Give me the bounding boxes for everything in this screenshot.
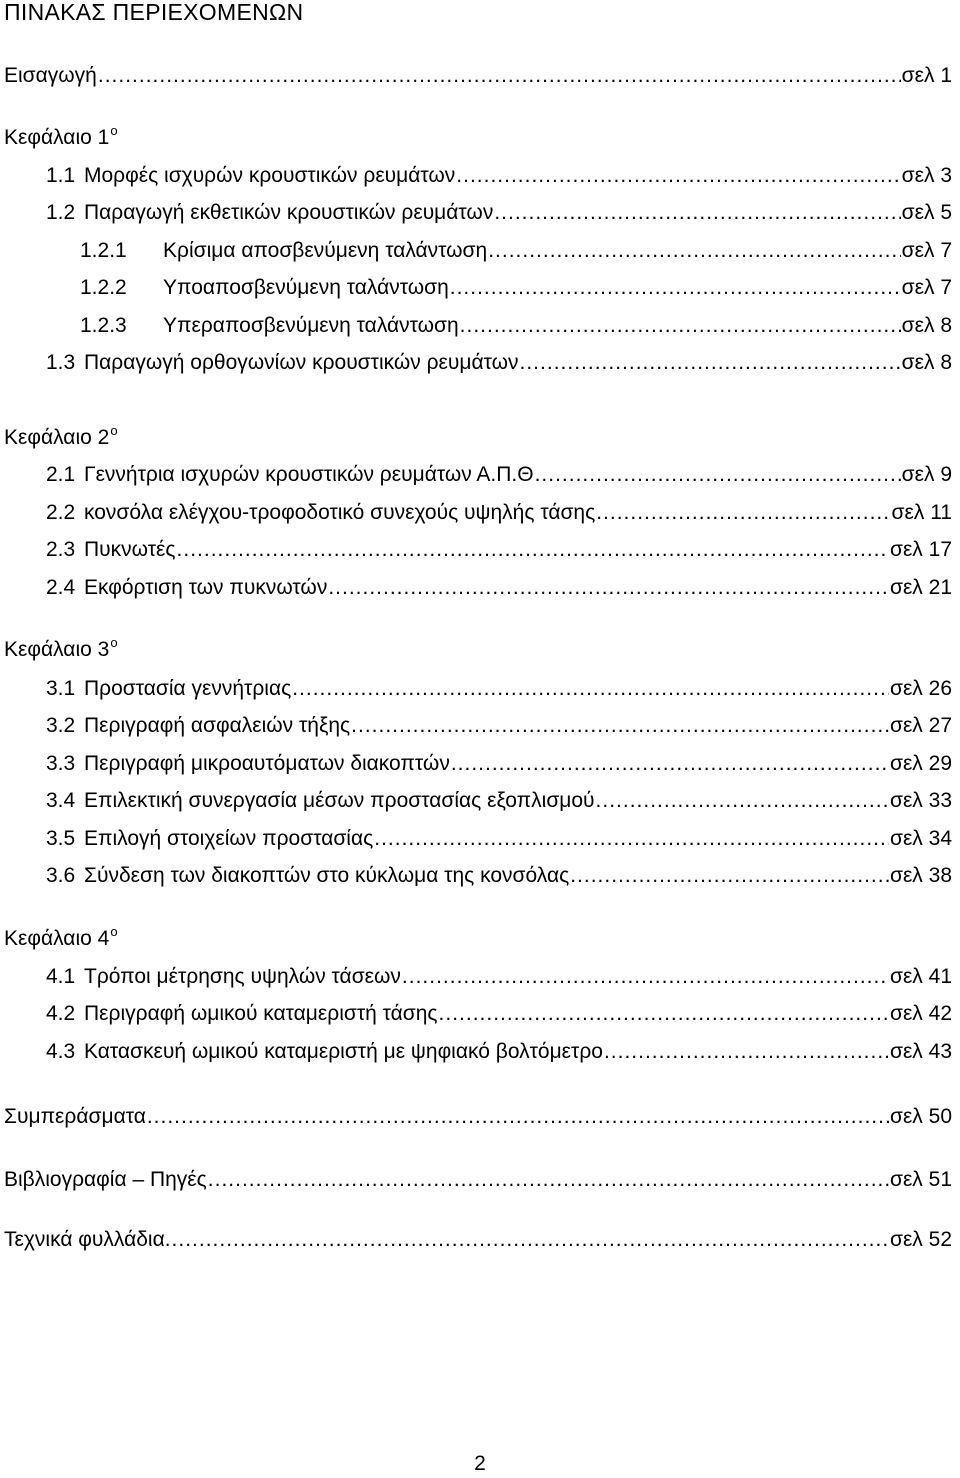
toc-entry-label: Υπεραποσβενύμενη ταλάντωση [163, 314, 459, 337]
toc-entry-page: σελ 34 [889, 827, 952, 850]
toc-entry-label: Περιγραφή ασφαλειών τήξης [84, 714, 351, 737]
toc-entry[interactable] [46, 963, 952, 991]
ordinal-sup: ο [110, 423, 118, 438]
ordinal-sup: ο [110, 924, 118, 939]
dot-leader [494, 199, 900, 227]
toc-entry-page: σελ 38 [889, 864, 952, 887]
ordinal-sup: ο [110, 635, 118, 650]
toc-entry-page: σελ 7 [901, 276, 952, 299]
toc-entry-page: σελ 1 [901, 64, 952, 87]
toc-entry-label: Συμπεράσματα [4, 1105, 146, 1128]
toc-entry-label: Περιγραφή ωμικού καταμεριστή τάσης [84, 1002, 438, 1025]
section-number: 3.3 [46, 752, 76, 775]
toc-entry-page: σελ 21 [889, 576, 952, 599]
toc-entry[interactable] [46, 199, 952, 227]
toc-entry-label: κονσόλα ελέγχου-τροφοδοτικό συνεχούς υψηλής τάσης [84, 501, 596, 524]
dot-leader [451, 750, 889, 778]
toc-entry-intro[interactable] [4, 62, 952, 90]
toc-entry[interactable] [80, 237, 952, 265]
toc-entry[interactable] [80, 274, 952, 302]
toc-entry-page: σελ 11 [891, 501, 952, 524]
toc-entry-datasheets[interactable] [4, 1226, 952, 1254]
toc-entry-page: σελ 51 [889, 1168, 952, 1191]
toc-entry[interactable] [46, 825, 952, 853]
dot-leader [450, 274, 901, 302]
dot-leader [604, 1038, 889, 1066]
toc-entry-page: σελ 33 [889, 789, 952, 812]
page-number: 2 [474, 1452, 486, 1475]
dot-leader [177, 536, 889, 564]
toc-entry[interactable] [46, 461, 952, 489]
dot-leader [147, 1103, 889, 1131]
dot-leader [460, 312, 901, 340]
dot-leader [488, 237, 900, 265]
toc-entry[interactable] [46, 349, 952, 377]
toc-entry[interactable] [46, 750, 952, 778]
toc-entry-page: σελ 9 [901, 463, 952, 486]
toc-entry-label: Εισαγωγή [4, 64, 97, 87]
chapter-label: Κεφάλαιο 2 [4, 426, 110, 449]
toc-entry-label: Επιλεκτική συνεργασία μέσων προστασίας εξοπλισμού [84, 789, 595, 812]
toc-entry-label: Τρόποι μέτρησης υψηλών τάσεων [84, 965, 401, 988]
section-number: 3.1 [46, 677, 76, 700]
dot-leader [374, 825, 889, 853]
toc-entry-page: σελ 26 [889, 677, 952, 700]
toc-entry-page: σελ 41 [889, 965, 952, 988]
dot-leader [596, 787, 889, 815]
dot-leader [208, 1166, 889, 1194]
section-number: 3.6 [46, 864, 76, 887]
dot-leader [292, 675, 889, 703]
toc-entry-label: Τεχνικά φυλλάδια. [4, 1228, 171, 1251]
section-number: 1.2.2 [80, 276, 127, 299]
toc-entry[interactable] [46, 712, 952, 740]
section-number: 2.4 [46, 576, 76, 599]
toc-entry-label: Γεννήτρια ισχυρών κρουστικών ρευμάτων Α.Π.Θ [84, 463, 534, 486]
page-title: ΠΙΝΑΚΑΣ ΠΕΡΙΕΧΟΜΕΝΩΝ [4, 0, 304, 25]
toc-entry[interactable] [46, 1000, 952, 1028]
toc-entry-page: σελ 5 [901, 201, 952, 224]
section-number: 1.2.3 [80, 314, 127, 337]
dot-leader [570, 862, 889, 890]
section-number: 4.3 [46, 1040, 76, 1063]
dot-leader [98, 62, 901, 90]
toc-entry-label: Προστασία γεννήτριας [84, 677, 292, 700]
ordinal-sup: ο [110, 123, 118, 138]
toc-entry-label: Παραγωγή ορθογωνίων κρουστικών ρευμάτων [84, 351, 519, 374]
toc-entry-label: Κρίσιμα αποσβενύμενη ταλάντωση [163, 239, 488, 262]
chapter-4-heading[interactable] [4, 925, 118, 955]
toc-entry[interactable] [46, 675, 952, 703]
toc-entry[interactable] [80, 312, 952, 340]
toc-entry[interactable] [46, 1038, 952, 1066]
section-number: 2.2 [46, 501, 76, 524]
toc-entry-label: Εκφόρτιση των πυκνωτών [84, 576, 328, 599]
section-number: 4.2 [46, 1002, 76, 1025]
toc-entry-page: σελ 29 [889, 752, 952, 775]
toc-entry-label: Βιβλιογραφία – Πηγές [4, 1168, 207, 1191]
toc-entry[interactable] [46, 787, 952, 815]
dot-leader [456, 162, 900, 190]
dot-leader [520, 349, 901, 377]
section-number: 2.1 [46, 463, 76, 486]
dot-leader [402, 963, 889, 991]
section-number: 3.4 [46, 789, 76, 812]
toc-entry-label: Παραγωγή εκθετικών κρουστικών ρευμάτων [84, 201, 494, 224]
toc-entry-page: σελ 7 [901, 239, 952, 262]
toc-entry[interactable] [46, 574, 952, 602]
toc-entry-page: σελ 50 [889, 1105, 952, 1128]
chapter-label: Κεφάλαιο 3 [4, 638, 110, 661]
dot-leader [439, 1000, 889, 1028]
chapter-1-heading[interactable] [4, 124, 118, 154]
toc-entry-page: σελ 17 [889, 538, 952, 561]
toc-entry-label: Μορφές ισχυρών κρουστικών ρευμάτων [84, 164, 456, 187]
toc-entry[interactable] [46, 862, 952, 890]
dot-leader [351, 712, 889, 740]
toc-entry-label: Περιγραφή μικροαυτόματων διακοπτών [84, 752, 450, 775]
section-number: 1.2.1 [80, 239, 127, 262]
toc-entry[interactable] [46, 536, 952, 564]
toc-entry-page: σελ 3 [901, 164, 952, 187]
dot-leader [535, 461, 901, 489]
chapter-label: Κεφάλαιο 4 [4, 927, 110, 950]
toc-entry-page: σελ 8 [901, 351, 952, 374]
toc-entry-conclusions[interactable] [4, 1103, 952, 1131]
toc-entry-page: σελ 52 [889, 1228, 952, 1251]
toc-entry-label: Πυκνωτές [84, 538, 176, 561]
section-number: 2.3 [46, 538, 76, 561]
section-number: 4.1 [46, 965, 76, 988]
toc-entry-label: Υποαποσβενύμενη ταλάντωση [163, 276, 449, 299]
chapter-3-heading[interactable] [4, 636, 118, 666]
section-number: 3.2 [46, 714, 76, 737]
toc-entry-page: σελ 43 [889, 1040, 952, 1063]
section-number: 1.3 [46, 351, 76, 374]
section-number: 1.2 [46, 201, 76, 224]
dot-leader [172, 1226, 889, 1254]
toc-entry-label: Κατασκευή ωμικού καταμεριστή με ψηφιακό βολτόμετρο [84, 1040, 603, 1063]
toc-entry[interactable] [46, 162, 952, 190]
toc-entry[interactable] [46, 499, 952, 527]
dot-leader [596, 499, 890, 527]
toc-entry-label: Επιλογή στοιχείων προστασίας [84, 827, 374, 850]
dot-leader [328, 574, 889, 602]
toc-entry-bibliography[interactable] [4, 1166, 952, 1194]
chapter-2-heading[interactable] [4, 424, 118, 454]
section-number: 1.1 [46, 164, 76, 187]
toc-entry-label: Σύνδεση των διακοπτών στο κύκλωμα της κονσόλας [84, 864, 570, 887]
toc-entry-page: σελ 42 [889, 1002, 952, 1025]
chapter-label: Κεφάλαιο 1 [4, 126, 110, 149]
toc-entry-page: σελ 27 [889, 714, 952, 737]
section-number: 3.5 [46, 827, 76, 850]
toc-entry-page: σελ 8 [901, 314, 952, 337]
